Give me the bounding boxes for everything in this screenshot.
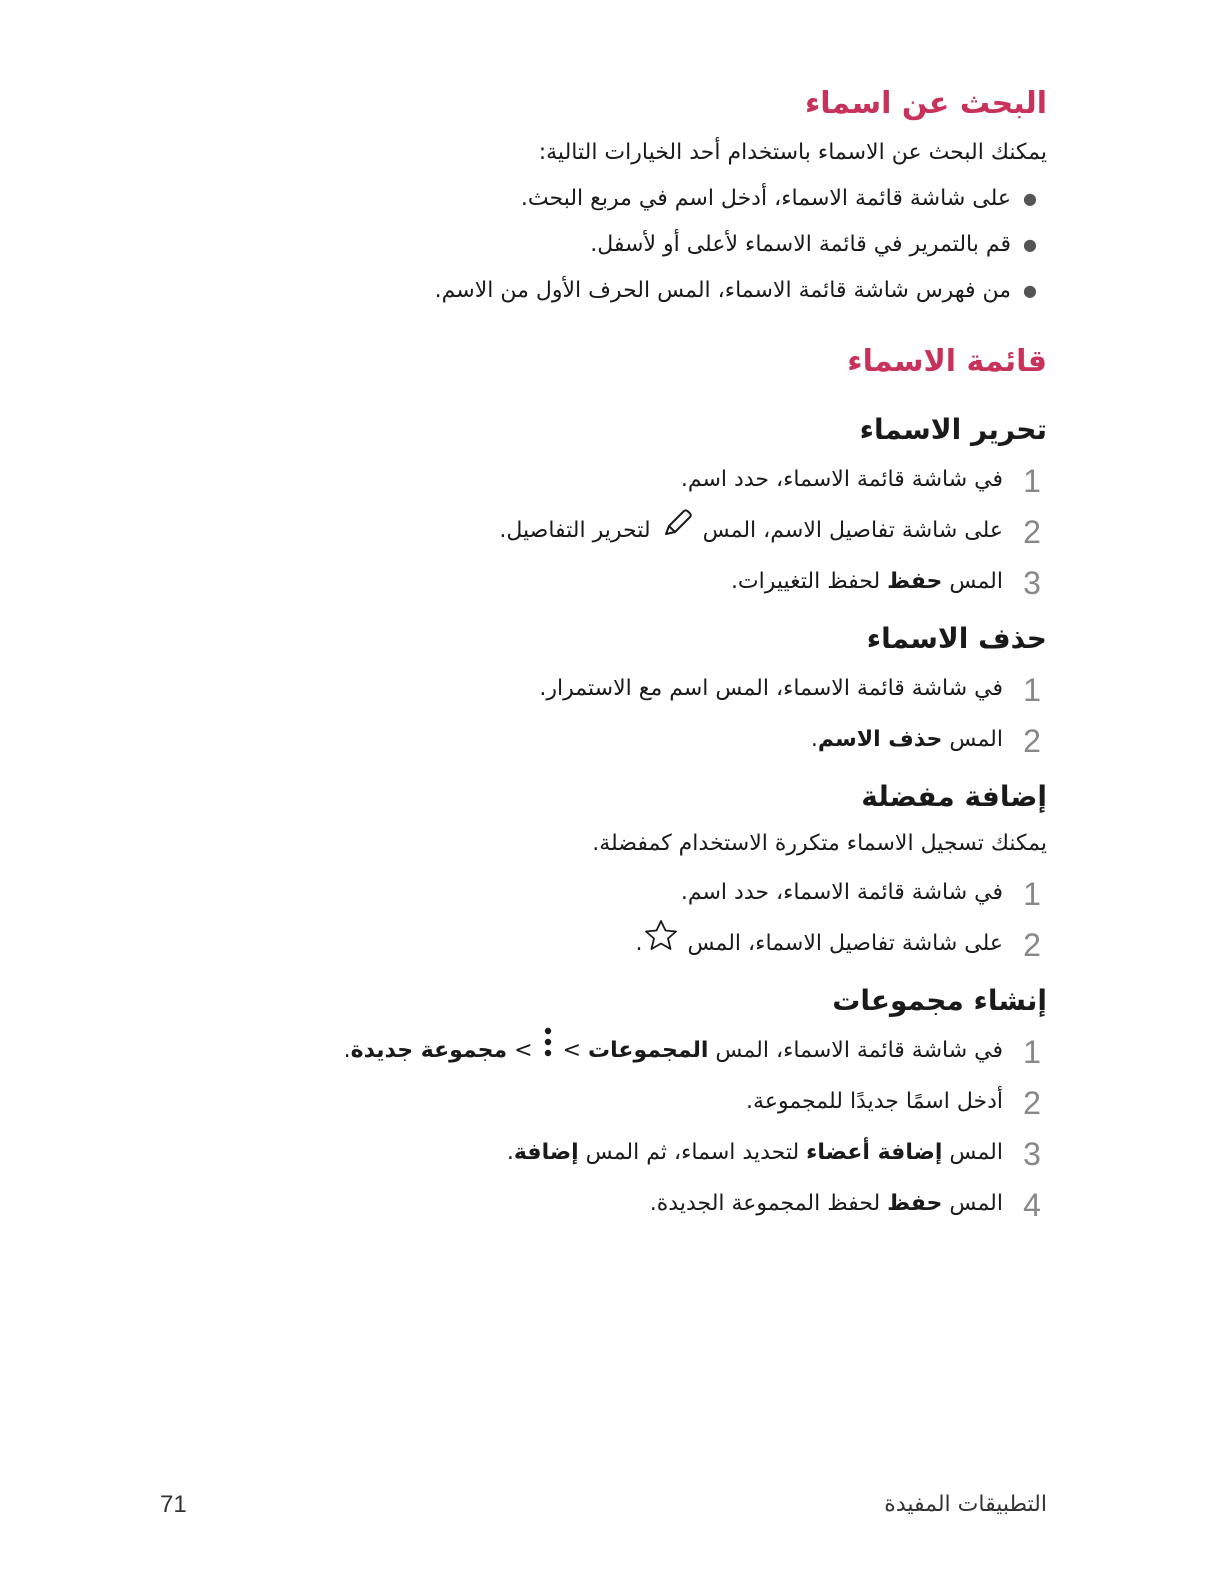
step-item <box>327 663 1047 714</box>
step-item: 3 المس إضافة أعضاء لتحديد اسماء، ثم المس إضافة. <box>327 1127 1047 1178</box>
favorites-heading: إضافة مفضلة <box>861 780 1047 813</box>
step-number: 3 <box>1023 565 1041 601</box>
step-item <box>327 867 1047 918</box>
add-members-label: إضافة أعضاء <box>806 1140 943 1165</box>
list-item: ● من فهرس شاشة قائمة الاسماء، المس الحرف الأول من الاسم. <box>327 268 1047 314</box>
step-item: 4 المس حفظ لحفظ المجموعة الجديدة. <box>327 1178 1047 1229</box>
step-item <box>327 454 1047 505</box>
more-vert-icon <box>542 1026 554 1077</box>
groups-label: المجموعات <box>588 1038 709 1063</box>
step-item: 3 المس حفظ لحفظ التغييرات. <box>327 556 1047 607</box>
step-item: 2 على شاشة تفاصيل الاسماء، المس . <box>327 918 1047 969</box>
list-item: ● قم بالتمرير في قائمة الاسماء لأعلى أو لأسفل. <box>327 222 1047 268</box>
add-label: إضافة <box>513 1140 579 1165</box>
groups-steps <box>327 1025 1047 1229</box>
step-text: في شاشة قائمة الاسماء، حدد اسم. <box>680 880 1003 905</box>
save-label: حفظ <box>887 569 943 594</box>
step-item: 2 على شاشة تفاصيل الاسم، المس لتحرير التفاصيل. <box>327 505 1047 556</box>
new-group-label: مجموعة جديدة <box>350 1038 508 1063</box>
footer-section-title: التطبيقات المفيدة <box>884 1492 1047 1517</box>
edit-contacts-heading: تحرير الاسماء <box>859 413 1047 446</box>
bullet-icon: ● <box>1023 189 1037 208</box>
step-number: 2 <box>1023 514 1041 550</box>
search-options-list <box>327 176 1047 314</box>
delete-contacts-heading: حذف الاسماء <box>866 622 1047 655</box>
search-intro: يمكنك البحث عن الاسماء باستخدام أحد الخيارات التالية: <box>538 140 1047 165</box>
step-number: 1 <box>1023 876 1041 912</box>
pencil-icon <box>660 506 694 557</box>
edit-steps <box>327 454 1047 607</box>
step-number: 4 <box>1023 1187 1041 1223</box>
step-text: في شاشة قائمة الاسماء، حدد اسم. <box>680 467 1003 492</box>
bullet-icon: ● <box>1023 281 1037 300</box>
page-number: 71 <box>160 1491 187 1518</box>
save-label: حفظ <box>887 1191 943 1216</box>
step-text: أدخل اسمًا جديدًا للمجموعة. <box>746 1089 1003 1114</box>
delete-steps <box>327 663 1047 765</box>
star-icon <box>644 919 678 970</box>
step-number: 1 <box>1023 672 1041 708</box>
step-number: 1 <box>1023 463 1041 499</box>
favorites-intro: يمكنك تسجيل الاسماء متكررة الاستخدام كمفضلة. <box>592 831 1047 856</box>
favorites-steps <box>327 867 1047 969</box>
step-number: 3 <box>1023 1136 1041 1172</box>
step-item: 1 في شاشة قائمة الاسماء، المس المجموعات > > مجموعة جديدة. <box>327 1025 1047 1076</box>
page-content <box>327 78 1047 1229</box>
step-number: 1 <box>1023 1034 1041 1070</box>
contacts-list-heading: قائمة الاسماء <box>847 344 1047 379</box>
step-item <box>327 1076 1047 1127</box>
bullet-icon: ● <box>1023 235 1037 254</box>
list-item: ● على شاشة قائمة الاسماء، أدخل اسم في مربع البحث. <box>327 176 1047 222</box>
search-heading: البحث عن اسماء <box>804 86 1047 121</box>
step-number: 2 <box>1023 1085 1041 1121</box>
step-number: 2 <box>1023 723 1041 759</box>
step-item: 2 المس حذف الاسم. <box>327 714 1047 765</box>
groups-heading: إنشاء مجموعات <box>832 984 1047 1017</box>
delete-contact-label: حذف الاسم <box>817 727 943 752</box>
step-text: في شاشة قائمة الاسماء، المس اسم مع الاستمرار. <box>539 676 1003 701</box>
step-number: 2 <box>1023 927 1041 963</box>
